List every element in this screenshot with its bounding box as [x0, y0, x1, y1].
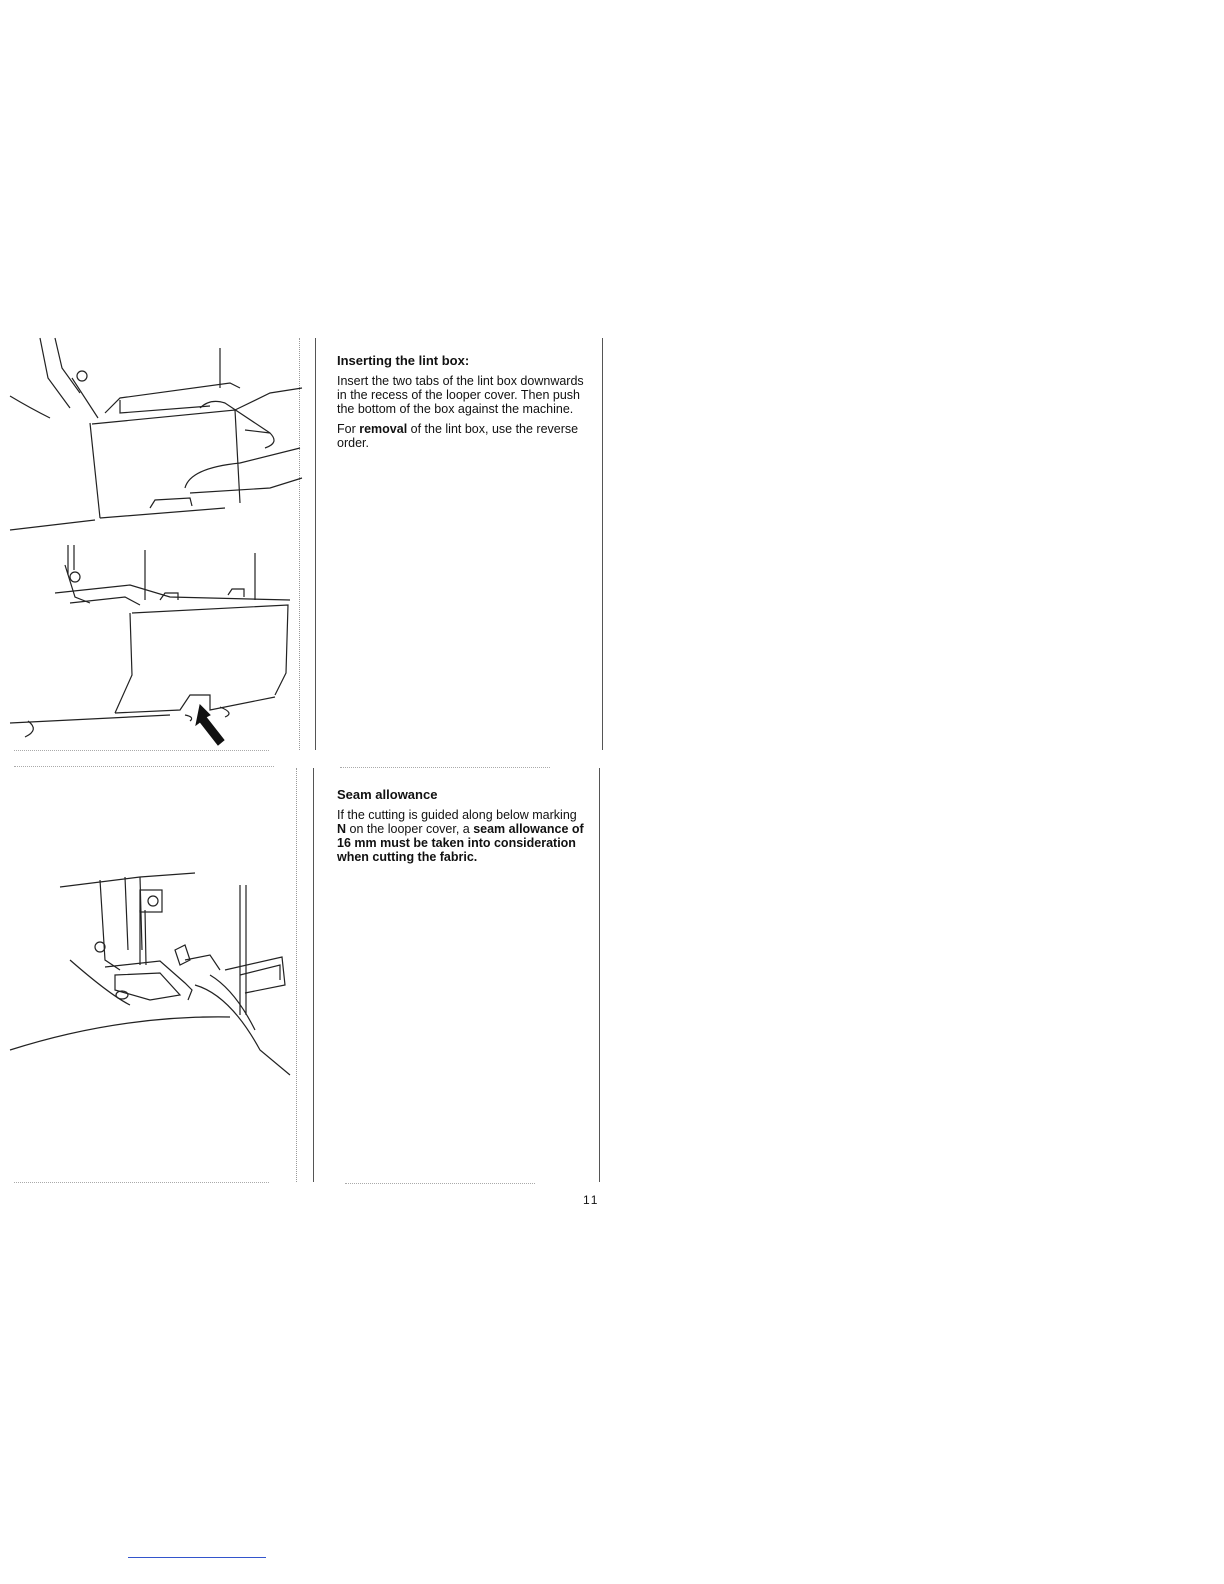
- column-rule-right-top: [602, 338, 603, 750]
- seam-p-pre: If the cutting is guided along below marking: [337, 808, 577, 822]
- seam-allowance-illustration: [10, 865, 310, 1095]
- section-divider-bottom-right: [345, 1183, 535, 1184]
- section-divider-mid-right: [340, 767, 550, 768]
- section-divider-top: [14, 750, 269, 751]
- section-title-seam-allowance: Seam allowance: [337, 787, 438, 802]
- bottom-underline: [128, 1557, 266, 1558]
- section-divider-mid: [14, 766, 274, 767]
- seam-p-mid: on the looper cover, a: [346, 822, 474, 836]
- lint-box-p2-pre: For: [337, 422, 360, 436]
- column-rule-mid-top: [315, 338, 316, 750]
- seam-p-marking: N: [337, 822, 347, 836]
- section-seam-allowance: [337, 788, 587, 870]
- section-lint-box: [337, 354, 587, 456]
- section-divider-bottom: [14, 1182, 269, 1183]
- column-rule-mid-bottom: [313, 768, 314, 1182]
- lint-box-push-illustration: [10, 545, 310, 745]
- section-title-lint-box: Inserting the lint box:: [337, 353, 470, 368]
- column-rule-right-bottom: [599, 768, 600, 1182]
- lint-box-insert-illustration: [10, 338, 310, 538]
- lint-box-p2-post: of the lint box, use the reverse order.: [337, 422, 579, 450]
- lint-box-paragraph-1: Insert the two tabs of the lint box downwards in the recess of the looper cover. Then push the bottom of the box against the machine.: [337, 374, 584, 416]
- lint-box-paragraph-2: [337, 422, 587, 450]
- lint-box-p2-bold: removal: [359, 422, 408, 436]
- page-number: 11: [583, 1193, 600, 1207]
- seam-allowance-paragraph: [337, 808, 587, 864]
- seam-p-bold-tail: seam allowance of 16 mm must be taken into consideration when cutting the fabric.: [337, 822, 584, 864]
